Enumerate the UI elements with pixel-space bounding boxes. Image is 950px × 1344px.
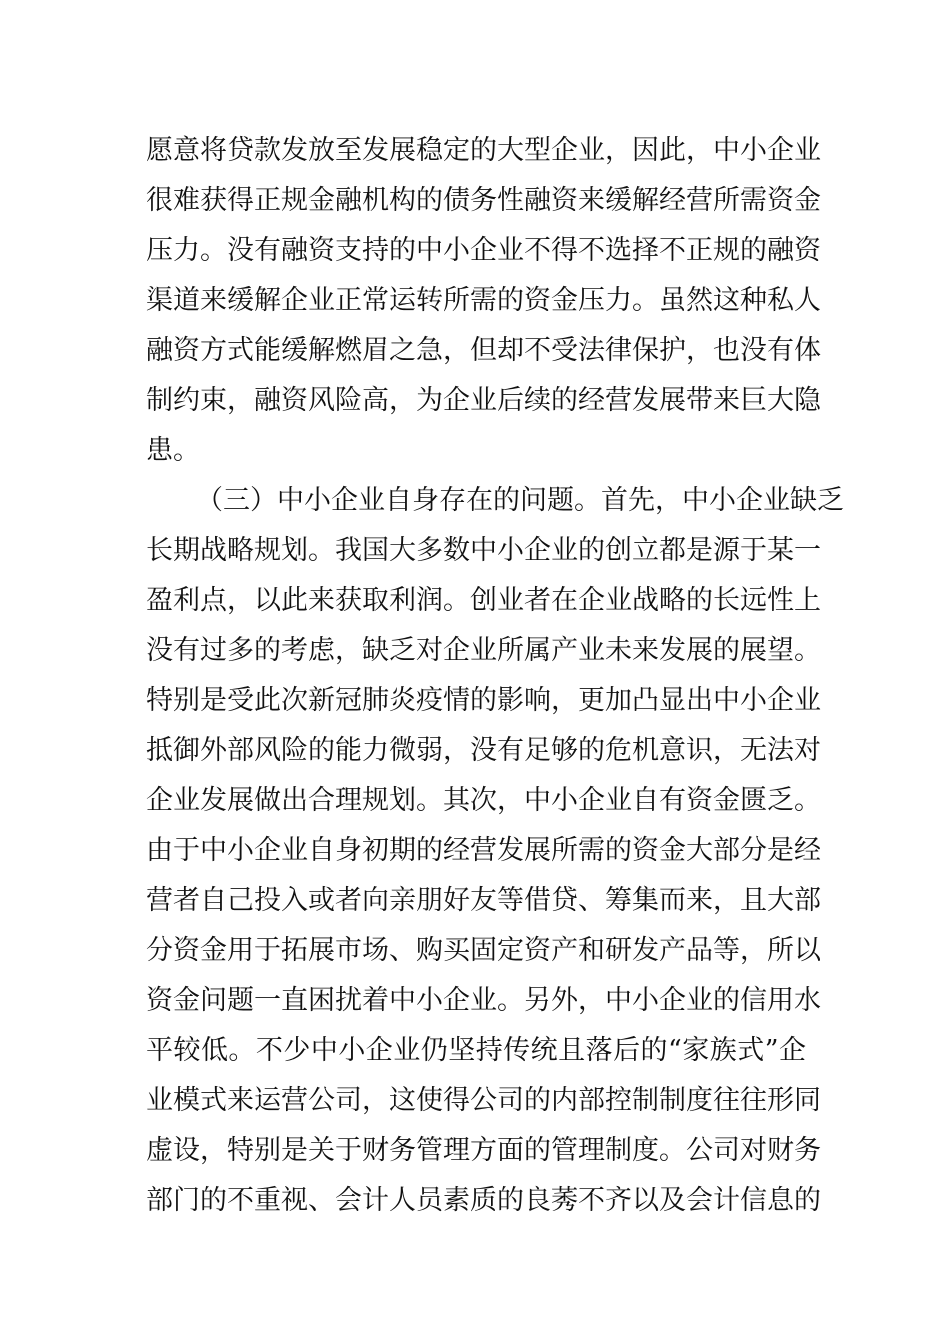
text-line: 营者自己投入或者向亲朋好友等借贷、筹集而来，且大部 <box>146 885 821 916</box>
text-line: 没有过多的考虑，缺乏对企业所属产业未来发展的展望。 <box>146 635 821 666</box>
text-line: 愿意将贷款发放至发展稳定的大型企业，因此，中小企业 <box>146 135 821 166</box>
text-line: 很难获得正规金融机构的债务性融资来缓解经营所需资金 <box>146 185 821 216</box>
text-line: 企业发展做出合理规划。其次，中小企业自有资金匮乏。 <box>146 785 821 816</box>
text-line: 平较低。不少中小企业仍坚持传统且落后的“家族式”企 <box>146 1035 806 1066</box>
section-heading-line: （三）中小企业自身存在的问题。首先，中小企业缺乏 <box>196 485 844 516</box>
text-line: 抵御外部风险的能力微弱，没有足够的危机意识，无法对 <box>146 735 821 766</box>
text-line: 制约束，融资风险高，为企业后续的经营发展带来巨大隐 <box>146 385 821 416</box>
text-line: 虚设，特别是关于财务管理方面的管理制度。公司对财务 <box>146 1135 821 1166</box>
text-line: 部门的不重视、会计人员素质的良莠不齐以及会计信息的 <box>146 1185 821 1216</box>
text-line: 患。 <box>146 435 200 466</box>
text-line: 长期战略规划。我国大多数中小企业的创立都是源于某一 <box>146 535 821 566</box>
text-line: 压力。没有融资支持的中小企业不得不选择不正规的融资 <box>146 235 821 266</box>
text-line: 渠道来缓解企业正常运转所需的资金压力。虽然这种私人 <box>146 285 821 316</box>
text-line: 由于中小企业自身初期的经营发展所需的资金大部分是经 <box>146 835 821 866</box>
text-line: 盈利点，以此来获取利润。创业者在企业战略的长远性上 <box>146 585 821 616</box>
text-line: 分资金用于拓展市场、购买固定资产和研发产品等，所以 <box>146 935 821 966</box>
text-line: 资金问题一直困扰着中小企业。另外，中小企业的信用水 <box>146 985 821 1016</box>
text-line: 业模式来运营公司，这使得公司的内部控制制度往往形同 <box>146 1085 821 1116</box>
text-line: 特别是受此次新冠肺炎疫情的影响，更加凸显出中小企业 <box>146 685 821 716</box>
text-line: 融资方式能缓解燃眉之急，但却不受法律保护，也没有体 <box>146 335 821 366</box>
